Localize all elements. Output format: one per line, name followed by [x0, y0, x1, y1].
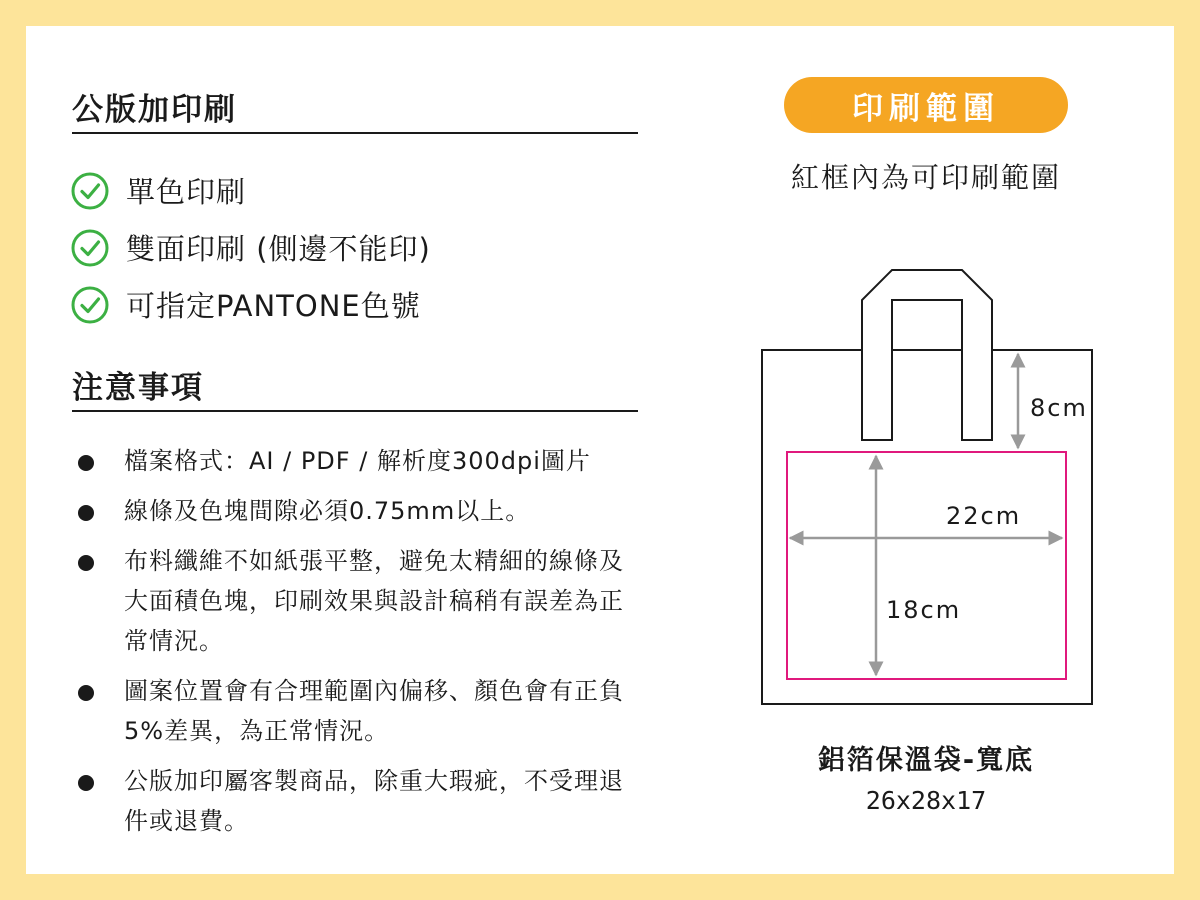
note-text: 圖案位置會有合理範圍內偏移、顏色會有正負5%差異，為正常情況。: [124, 677, 624, 745]
note-text: 線條及色塊間隙必須0.75mm以上。: [124, 497, 531, 525]
list-item: [78, 491, 648, 531]
feature-label: 可指定PANTONE色號: [126, 289, 421, 323]
product-name: 鋁箔保溫袋-寬底: [817, 745, 1035, 776]
title-divider: [72, 132, 638, 134]
note-text: 檔案格式：AI / PDF / 解析度300dpi圖片: [124, 447, 591, 475]
list-item: [78, 541, 648, 661]
list-item: [78, 671, 648, 751]
bullet-dot-icon: [78, 455, 94, 471]
list-item: [70, 219, 431, 276]
note-text: 布料纖維不如紙張平整，避免太精細的線條及大面積色塊，印刷效果與設計稿稍有誤差為正常情況。: [124, 547, 624, 655]
check-circle-icon: [70, 285, 110, 325]
print-range-badge: 印刷範圍: [784, 77, 1068, 133]
notes-section-title: 注意事項: [72, 370, 204, 406]
feature-label: 雙面印刷 (側邊不能印): [126, 232, 431, 266]
list-item: [78, 441, 648, 481]
product-size: 26x28x17: [865, 786, 987, 815]
print-section-title: 公版加印刷: [72, 92, 237, 128]
bullet-dot-icon: [78, 775, 94, 791]
print-feature-list: [70, 162, 431, 333]
print-range-caption: 紅框內為可印刷範圍: [790, 161, 1061, 194]
list-item: [70, 276, 431, 333]
content-card: [26, 26, 1174, 874]
list-item: [78, 761, 648, 841]
list-item: [70, 162, 431, 219]
bullet-dot-icon: [78, 685, 94, 701]
bag-diagram: [726, 256, 1126, 716]
width-label: 22cm: [946, 502, 1022, 530]
notes-list: [78, 441, 648, 851]
top-gap-label: 8cm: [1030, 394, 1088, 422]
height-label: 18cm: [886, 596, 962, 624]
check-circle-icon: [70, 171, 110, 211]
feature-label: 單色印刷: [126, 175, 247, 209]
note-text: 公版加印屬客製商品，除重大瑕疵，不受理退件或退費。: [124, 767, 624, 835]
bullet-dot-icon: [78, 505, 94, 521]
check-circle-icon: [70, 228, 110, 268]
bullet-dot-icon: [78, 555, 94, 571]
notes-divider: [72, 410, 638, 412]
